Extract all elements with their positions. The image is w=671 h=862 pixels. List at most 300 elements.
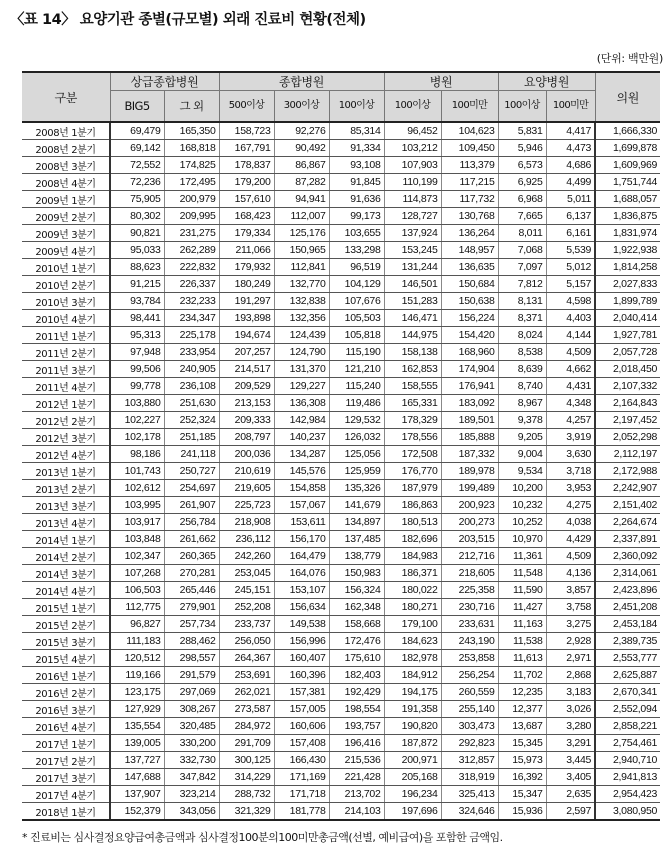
row-label: 2016년 4분기 bbox=[22, 718, 110, 735]
cell-nursing-under100: 3,291 bbox=[546, 735, 595, 752]
cell-general-300up: 124,439 bbox=[274, 327, 329, 344]
cell-big5: 99,506 bbox=[110, 361, 164, 378]
row-label: 2015년 2분기 bbox=[22, 616, 110, 633]
cell-general-500up: 321,329 bbox=[219, 803, 274, 821]
cell-others: 174,825 bbox=[164, 157, 219, 174]
cell-big5: 102,227 bbox=[110, 412, 164, 429]
cell-general-300up: 171,169 bbox=[274, 769, 329, 786]
cell-others: 347,842 bbox=[164, 769, 219, 786]
row-label: 2012년 1분기 bbox=[22, 395, 110, 412]
cell-hospital-under100: 136,264 bbox=[441, 225, 498, 242]
cell-general-100up: 215,536 bbox=[329, 752, 384, 769]
cell-general-100up: 99,173 bbox=[329, 208, 384, 225]
cell-general-300up: 171,718 bbox=[274, 786, 329, 803]
cell-others: 257,734 bbox=[164, 616, 219, 633]
cell-hospital-under100: 318,919 bbox=[441, 769, 498, 786]
cell-general-100up: 125,959 bbox=[329, 463, 384, 480]
cell-general-300up: 90,492 bbox=[274, 140, 329, 157]
row-label: 2016년 2분기 bbox=[22, 684, 110, 701]
cell-nursing-100up: 9,004 bbox=[498, 446, 546, 463]
header-others: 그 외 bbox=[164, 91, 219, 123]
cell-general-100up: 137,485 bbox=[329, 531, 384, 548]
cell-hospital-under100: 136,635 bbox=[441, 259, 498, 276]
cell-big5: 137,907 bbox=[110, 786, 164, 803]
cell-general-500up: 209,529 bbox=[219, 378, 274, 395]
cell-hospital-under100: 130,768 bbox=[441, 208, 498, 225]
cell-general-100up: 91,334 bbox=[329, 140, 384, 157]
cell-nursing-100up: 8,740 bbox=[498, 378, 546, 395]
cell-nursing-100up: 12,377 bbox=[498, 701, 546, 718]
cell-hospital-under100: 176,941 bbox=[441, 378, 498, 395]
cell-nursing-under100: 5,011 bbox=[546, 191, 595, 208]
cell-general-300up: 136,308 bbox=[274, 395, 329, 412]
cell-general-300up: 164,076 bbox=[274, 565, 329, 582]
table-row bbox=[22, 599, 660, 616]
table-row bbox=[22, 412, 660, 429]
table-row bbox=[22, 327, 660, 344]
cell-clinic: 2,954,423 bbox=[595, 786, 660, 803]
cell-general-300up: 112,841 bbox=[274, 259, 329, 276]
cell-general-100up: 198,554 bbox=[329, 701, 384, 718]
cell-clinic: 1,751,744 bbox=[595, 174, 660, 191]
cell-general-100up: 156,324 bbox=[329, 582, 384, 599]
cell-clinic: 2,940,710 bbox=[595, 752, 660, 769]
table-row bbox=[22, 276, 660, 293]
cell-nursing-100up: 11,613 bbox=[498, 650, 546, 667]
cell-clinic: 2,057,728 bbox=[595, 344, 660, 361]
header-clinic: 의원 bbox=[595, 72, 660, 122]
cell-hospital-100up: 158,138 bbox=[384, 344, 441, 361]
cell-big5: 97,948 bbox=[110, 344, 164, 361]
cell-hospital-under100: 113,379 bbox=[441, 157, 498, 174]
cell-general-300up: 92,276 bbox=[274, 122, 329, 140]
table-row bbox=[22, 361, 660, 378]
cell-general-500up: 291,709 bbox=[219, 735, 274, 752]
cell-others: 168,818 bbox=[164, 140, 219, 157]
cell-general-300up: 153,611 bbox=[274, 514, 329, 531]
cell-nursing-100up: 8,639 bbox=[498, 361, 546, 378]
cell-others: 222,832 bbox=[164, 259, 219, 276]
outpatient-expense-table bbox=[22, 71, 660, 821]
row-label: 2010년 3분기 bbox=[22, 293, 110, 310]
cell-hospital-under100: 168,960 bbox=[441, 344, 498, 361]
cell-nursing-under100: 4,136 bbox=[546, 565, 595, 582]
cell-nursing-100up: 6,968 bbox=[498, 191, 546, 208]
cell-general-500up: 236,112 bbox=[219, 531, 274, 548]
cell-nursing-under100: 3,718 bbox=[546, 463, 595, 480]
cell-clinic: 2,052,298 bbox=[595, 429, 660, 446]
cell-general-300up: 131,370 bbox=[274, 361, 329, 378]
header-hospital-100up: 100이상 bbox=[384, 91, 441, 123]
cell-general-500up: 225,723 bbox=[219, 497, 274, 514]
cell-general-500up: 233,737 bbox=[219, 616, 274, 633]
cell-general-100up: 119,486 bbox=[329, 395, 384, 412]
cell-hospital-100up: 187,979 bbox=[384, 480, 441, 497]
row-label: 2013년 3분기 bbox=[22, 497, 110, 514]
table-row bbox=[22, 208, 660, 225]
cell-big5: 147,688 bbox=[110, 769, 164, 786]
cell-hospital-100up: 153,245 bbox=[384, 242, 441, 259]
table-row bbox=[22, 701, 660, 718]
cell-big5: 72,552 bbox=[110, 157, 164, 174]
cell-hospital-under100: 189,978 bbox=[441, 463, 498, 480]
cell-clinic: 2,172,988 bbox=[595, 463, 660, 480]
table-row bbox=[22, 378, 660, 395]
cell-clinic: 2,151,402 bbox=[595, 497, 660, 514]
cell-clinic: 1,688,057 bbox=[595, 191, 660, 208]
row-label: 2013년 1분기 bbox=[22, 463, 110, 480]
cell-big5: 152,379 bbox=[110, 803, 164, 821]
table-row bbox=[22, 242, 660, 259]
cell-others: 250,727 bbox=[164, 463, 219, 480]
cell-nursing-under100: 3,953 bbox=[546, 480, 595, 497]
cell-hospital-100up: 186,371 bbox=[384, 565, 441, 582]
cell-nursing-100up: 7,812 bbox=[498, 276, 546, 293]
cell-big5: 98,186 bbox=[110, 446, 164, 463]
cell-nursing-under100: 4,144 bbox=[546, 327, 595, 344]
cell-hospital-100up: 194,175 bbox=[384, 684, 441, 701]
cell-general-300up: 157,408 bbox=[274, 735, 329, 752]
cell-others: 234,347 bbox=[164, 310, 219, 327]
table-row bbox=[22, 344, 660, 361]
cell-nursing-under100: 3,758 bbox=[546, 599, 595, 616]
cell-general-500up: 194,674 bbox=[219, 327, 274, 344]
table-row bbox=[22, 310, 660, 327]
cell-nursing-under100: 4,509 bbox=[546, 548, 595, 565]
row-label: 2014년 1분기 bbox=[22, 531, 110, 548]
cell-general-100up: 105,818 bbox=[329, 327, 384, 344]
cell-clinic: 2,242,907 bbox=[595, 480, 660, 497]
row-label: 2010년 4분기 bbox=[22, 310, 110, 327]
cell-nursing-100up: 8,011 bbox=[498, 225, 546, 242]
cell-others: 254,697 bbox=[164, 480, 219, 497]
cell-big5: 102,612 bbox=[110, 480, 164, 497]
cell-clinic: 2,754,461 bbox=[595, 735, 660, 752]
cell-general-100up: 126,032 bbox=[329, 429, 384, 446]
cell-clinic: 2,164,843 bbox=[595, 395, 660, 412]
cell-general-300up: 132,356 bbox=[274, 310, 329, 327]
cell-clinic: 2,107,332 bbox=[595, 378, 660, 395]
cell-nursing-100up: 13,687 bbox=[498, 718, 546, 735]
cell-clinic: 2,625,887 bbox=[595, 667, 660, 684]
row-label: 2008년 1분기 bbox=[22, 122, 110, 140]
cell-nursing-under100: 3,630 bbox=[546, 446, 595, 463]
cell-general-300up: 150,965 bbox=[274, 242, 329, 259]
cell-nursing-100up: 15,347 bbox=[498, 786, 546, 803]
cell-general-300up: 160,606 bbox=[274, 718, 329, 735]
cell-general-100up: 141,679 bbox=[329, 497, 384, 514]
cell-clinic: 1,899,789 bbox=[595, 293, 660, 310]
cell-others: 262,289 bbox=[164, 242, 219, 259]
cell-general-100up: 214,103 bbox=[329, 803, 384, 821]
cell-nursing-under100: 5,012 bbox=[546, 259, 595, 276]
cell-hospital-under100: 174,904 bbox=[441, 361, 498, 378]
cell-nursing-100up: 11,538 bbox=[498, 633, 546, 650]
cell-general-500up: 253,045 bbox=[219, 565, 274, 582]
cell-others: 251,185 bbox=[164, 429, 219, 446]
table-row bbox=[22, 548, 660, 565]
cell-general-500up: 300,125 bbox=[219, 752, 274, 769]
table-row bbox=[22, 633, 660, 650]
cell-hospital-under100: 185,888 bbox=[441, 429, 498, 446]
row-label: 2011년 1분기 bbox=[22, 327, 110, 344]
row-label: 2012년 4분기 bbox=[22, 446, 110, 463]
cell-big5: 139,005 bbox=[110, 735, 164, 752]
cell-general-500up: 180,249 bbox=[219, 276, 274, 293]
cell-general-500up: 245,151 bbox=[219, 582, 274, 599]
cell-general-100up: 175,610 bbox=[329, 650, 384, 667]
cell-general-500up: 256,050 bbox=[219, 633, 274, 650]
cell-general-500up: 214,517 bbox=[219, 361, 274, 378]
table-row bbox=[22, 174, 660, 191]
cell-general-300up: 149,538 bbox=[274, 616, 329, 633]
table-row bbox=[22, 429, 660, 446]
cell-others: 308,267 bbox=[164, 701, 219, 718]
cell-clinic: 1,699,878 bbox=[595, 140, 660, 157]
cell-general-500up: 219,605 bbox=[219, 480, 274, 497]
cell-others: 226,337 bbox=[164, 276, 219, 293]
cell-general-300up: 87,282 bbox=[274, 174, 329, 191]
cell-others: 270,281 bbox=[164, 565, 219, 582]
table-row bbox=[22, 769, 660, 786]
cell-nursing-under100: 2,868 bbox=[546, 667, 595, 684]
cell-general-300up: 153,107 bbox=[274, 582, 329, 599]
cell-hospital-100up: 180,513 bbox=[384, 514, 441, 531]
cell-nursing-under100: 2,928 bbox=[546, 633, 595, 650]
cell-general-300up: 145,576 bbox=[274, 463, 329, 480]
cell-nursing-under100: 3,445 bbox=[546, 752, 595, 769]
header-general-100up: 100이상 bbox=[329, 91, 384, 123]
cell-nursing-100up: 11,361 bbox=[498, 548, 546, 565]
cell-big5: 69,142 bbox=[110, 140, 164, 157]
cell-clinic: 2,314,061 bbox=[595, 565, 660, 582]
header-nursing-hospital: 요양병원 bbox=[498, 72, 595, 91]
cell-hospital-100up: 179,100 bbox=[384, 616, 441, 633]
cell-clinic: 1,927,781 bbox=[595, 327, 660, 344]
cell-general-100up: 135,326 bbox=[329, 480, 384, 497]
cell-general-300up: 166,430 bbox=[274, 752, 329, 769]
cell-hospital-under100: 324,646 bbox=[441, 803, 498, 821]
cell-big5: 119,166 bbox=[110, 667, 164, 684]
table-row bbox=[22, 616, 660, 633]
cell-clinic: 2,040,414 bbox=[595, 310, 660, 327]
cell-general-500up: 273,587 bbox=[219, 701, 274, 718]
cell-general-100up: 158,668 bbox=[329, 616, 384, 633]
cell-hospital-under100: 154,420 bbox=[441, 327, 498, 344]
cell-hospital-100up: 182,696 bbox=[384, 531, 441, 548]
row-label: 2017년 2분기 bbox=[22, 752, 110, 769]
cell-nursing-100up: 9,534 bbox=[498, 463, 546, 480]
cell-general-300up: 132,770 bbox=[274, 276, 329, 293]
cell-hospital-under100: 117,215 bbox=[441, 174, 498, 191]
table-row bbox=[22, 446, 660, 463]
cell-general-500up: 179,932 bbox=[219, 259, 274, 276]
cell-others: 265,446 bbox=[164, 582, 219, 599]
row-label: 2009년 1분기 bbox=[22, 191, 110, 208]
cell-general-500up: 218,908 bbox=[219, 514, 274, 531]
table-row bbox=[22, 803, 660, 821]
cell-others: 232,233 bbox=[164, 293, 219, 310]
cell-general-100up: 103,655 bbox=[329, 225, 384, 242]
cell-general-100up: 138,779 bbox=[329, 548, 384, 565]
cell-big5: 93,784 bbox=[110, 293, 164, 310]
cell-hospital-100up: 205,168 bbox=[384, 769, 441, 786]
cell-nursing-100up: 8,024 bbox=[498, 327, 546, 344]
cell-general-100up: 213,702 bbox=[329, 786, 384, 803]
cell-others: 200,979 bbox=[164, 191, 219, 208]
cell-hospital-100up: 197,696 bbox=[384, 803, 441, 821]
cell-nursing-under100: 6,137 bbox=[546, 208, 595, 225]
cell-general-100up: 104,129 bbox=[329, 276, 384, 293]
cell-clinic: 1,831,974 bbox=[595, 225, 660, 242]
cell-others: 297,069 bbox=[164, 684, 219, 701]
row-label: 2016년 1분기 bbox=[22, 667, 110, 684]
cell-hospital-100up: 165,331 bbox=[384, 395, 441, 412]
cell-clinic: 2,360,092 bbox=[595, 548, 660, 565]
cell-general-300up: 157,067 bbox=[274, 497, 329, 514]
row-label: 2011년 4분기 bbox=[22, 378, 110, 395]
row-label: 2008년 2분기 bbox=[22, 140, 110, 157]
cell-nursing-100up: 10,252 bbox=[498, 514, 546, 531]
cell-general-100up: 105,503 bbox=[329, 310, 384, 327]
cell-general-100up: 196,416 bbox=[329, 735, 384, 752]
cell-general-300up: 86,867 bbox=[274, 157, 329, 174]
cell-others: 233,954 bbox=[164, 344, 219, 361]
cell-clinic: 2,423,896 bbox=[595, 582, 660, 599]
cell-nursing-under100: 4,257 bbox=[546, 412, 595, 429]
cell-nursing-under100: 3,405 bbox=[546, 769, 595, 786]
cell-general-100up: 150,983 bbox=[329, 565, 384, 582]
row-label: 2011년 3분기 bbox=[22, 361, 110, 378]
cell-hospital-100up: 110,199 bbox=[384, 174, 441, 191]
cell-hospital-100up: 191,358 bbox=[384, 701, 441, 718]
cell-nursing-100up: 16,392 bbox=[498, 769, 546, 786]
table-row bbox=[22, 225, 660, 242]
cell-general-500up: 284,972 bbox=[219, 718, 274, 735]
unit-label: (단위: 백만원) bbox=[596, 52, 663, 65]
cell-others: 330,200 bbox=[164, 735, 219, 752]
cell-general-100up: 182,403 bbox=[329, 667, 384, 684]
cell-general-500up: 193,898 bbox=[219, 310, 274, 327]
cell-clinic: 1,666,330 bbox=[595, 122, 660, 140]
cell-hospital-under100: 104,623 bbox=[441, 122, 498, 140]
cell-general-500up: 178,837 bbox=[219, 157, 274, 174]
cell-hospital-under100: 218,605 bbox=[441, 565, 498, 582]
cell-others: 252,324 bbox=[164, 412, 219, 429]
cell-general-100up: 192,429 bbox=[329, 684, 384, 701]
row-label: 2016년 3분기 bbox=[22, 701, 110, 718]
cell-nursing-100up: 8,371 bbox=[498, 310, 546, 327]
cell-nursing-100up: 12,235 bbox=[498, 684, 546, 701]
cell-big5: 96,827 bbox=[110, 616, 164, 633]
cell-general-500up: 179,200 bbox=[219, 174, 274, 191]
row-label: 2012년 2분기 bbox=[22, 412, 110, 429]
footnote: * 진료비는 심사결정요양급여총금액과 심사결정100분의100미만총금액(선별, 예비급여)을 포함한 금액임. bbox=[22, 831, 503, 844]
cell-others: 225,178 bbox=[164, 327, 219, 344]
cell-nursing-under100: 3,183 bbox=[546, 684, 595, 701]
cell-nursing-under100: 5,157 bbox=[546, 276, 595, 293]
cell-nursing-under100: 4,431 bbox=[546, 378, 595, 395]
row-label: 2017년 4분기 bbox=[22, 786, 110, 803]
cell-general-500up: 210,619 bbox=[219, 463, 274, 480]
cell-nursing-100up: 5,946 bbox=[498, 140, 546, 157]
cell-nursing-under100: 3,275 bbox=[546, 616, 595, 633]
cell-big5: 101,743 bbox=[110, 463, 164, 480]
cell-general-500up: 262,021 bbox=[219, 684, 274, 701]
cell-clinic: 2,670,341 bbox=[595, 684, 660, 701]
cell-others: 236,108 bbox=[164, 378, 219, 395]
cell-general-500up: 200,036 bbox=[219, 446, 274, 463]
cell-others: 343,056 bbox=[164, 803, 219, 821]
cell-hospital-100up: 182,978 bbox=[384, 650, 441, 667]
cell-general-100up: 93,108 bbox=[329, 157, 384, 174]
cell-general-300up: 164,479 bbox=[274, 548, 329, 565]
cell-others: 320,485 bbox=[164, 718, 219, 735]
cell-hospital-under100: 256,254 bbox=[441, 667, 498, 684]
row-label: 2013년 2분기 bbox=[22, 480, 110, 497]
cell-clinic: 2,264,674 bbox=[595, 514, 660, 531]
cell-hospital-100up: 180,022 bbox=[384, 582, 441, 599]
table-row bbox=[22, 497, 660, 514]
cell-big5: 91,215 bbox=[110, 276, 164, 293]
cell-nursing-under100: 4,662 bbox=[546, 361, 595, 378]
cell-nursing-under100: 3,026 bbox=[546, 701, 595, 718]
cell-general-100up: 221,428 bbox=[329, 769, 384, 786]
cell-hospital-under100: 212,716 bbox=[441, 548, 498, 565]
cell-general-300up: 157,005 bbox=[274, 701, 329, 718]
cell-nursing-100up: 15,973 bbox=[498, 752, 546, 769]
cell-general-500up: 209,333 bbox=[219, 412, 274, 429]
table-row bbox=[22, 650, 660, 667]
cell-nursing-under100: 5,539 bbox=[546, 242, 595, 259]
table-row bbox=[22, 667, 660, 684]
cell-hospital-100up: 162,853 bbox=[384, 361, 441, 378]
cell-hospital-100up: 137,924 bbox=[384, 225, 441, 242]
cell-clinic: 2,453,184 bbox=[595, 616, 660, 633]
cell-general-300up: 160,407 bbox=[274, 650, 329, 667]
cell-hospital-under100: 156,224 bbox=[441, 310, 498, 327]
cell-hospital-under100: 233,631 bbox=[441, 616, 498, 633]
header-gubun: 구분 bbox=[22, 72, 110, 122]
cell-hospital-100up: 146,471 bbox=[384, 310, 441, 327]
cell-big5: 99,778 bbox=[110, 378, 164, 395]
row-label: 2008년 4분기 bbox=[22, 174, 110, 191]
cell-nursing-100up: 5,831 bbox=[498, 122, 546, 140]
cell-general-300up: 156,996 bbox=[274, 633, 329, 650]
cell-general-500up: 157,610 bbox=[219, 191, 274, 208]
cell-hospital-under100: 253,858 bbox=[441, 650, 498, 667]
cell-hospital-100up: 107,903 bbox=[384, 157, 441, 174]
row-label: 2013년 4분기 bbox=[22, 514, 110, 531]
cell-nursing-under100: 2,971 bbox=[546, 650, 595, 667]
cell-general-500up: 213,153 bbox=[219, 395, 274, 412]
row-label: 2017년 1분기 bbox=[22, 735, 110, 752]
header-nursing-under100: 100미만 bbox=[546, 91, 595, 123]
cell-general-300up: 94,941 bbox=[274, 191, 329, 208]
cell-hospital-under100: 109,450 bbox=[441, 140, 498, 157]
cell-general-500up: 191,297 bbox=[219, 293, 274, 310]
cell-hospital-100up: 146,501 bbox=[384, 276, 441, 293]
cell-clinic: 2,552,094 bbox=[595, 701, 660, 718]
cell-general-100up: 115,240 bbox=[329, 378, 384, 395]
cell-hospital-100up: 151,283 bbox=[384, 293, 441, 310]
cell-others: 261,662 bbox=[164, 531, 219, 548]
cell-nursing-100up: 11,548 bbox=[498, 565, 546, 582]
cell-general-100up: 129,532 bbox=[329, 412, 384, 429]
cell-nursing-100up: 9,378 bbox=[498, 412, 546, 429]
cell-general-500up: 264,367 bbox=[219, 650, 274, 667]
cell-hospital-under100: 117,732 bbox=[441, 191, 498, 208]
